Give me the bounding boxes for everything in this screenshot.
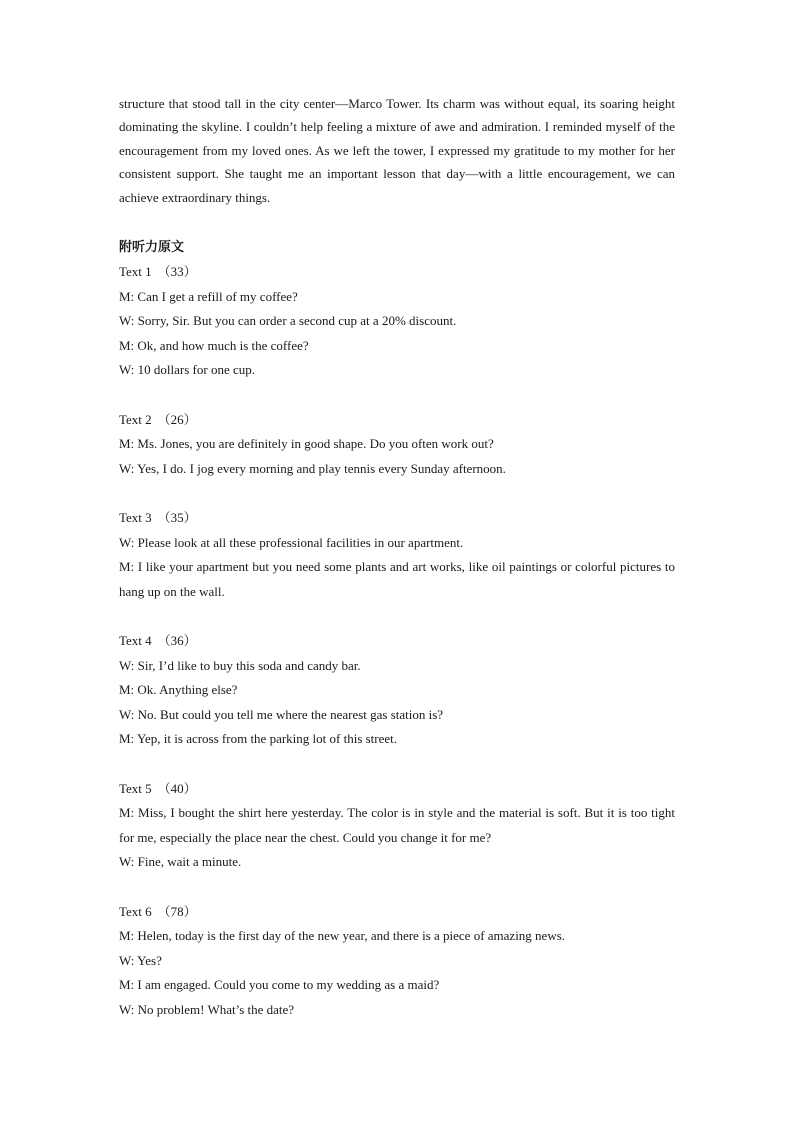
- dialogue-line: W: Sorry, Sir. But you can order a second cup at a 20% discount.: [119, 313, 457, 329]
- text-block-3: [119, 506, 675, 604]
- dialogue-line: M: Can I get a refill of my coffee?: [119, 288, 298, 304]
- text-score: （36）: [157, 633, 197, 649]
- text-block-4: [119, 629, 675, 752]
- dialogue-line: M: Ms. Jones, you are definitely in good shape. Do you often work out?: [119, 436, 494, 452]
- text-score: （33）: [157, 264, 197, 280]
- dialogue-line: W: No. But could you tell me where the nearest gas station is?: [119, 706, 444, 722]
- dialogue-line: W: Sir, I’d like to buy this soda and candy bar.: [119, 657, 361, 673]
- dialogue-line: W: 10 dollars for one cup.: [119, 362, 255, 378]
- text-title: [119, 629, 675, 654]
- dialogue-line: M: Miss, I bought the shirt here yesterday. The color is in style and the material is soft. But it is too tight for me, especially the place near the chest. Could you change it for me?: [119, 805, 675, 845]
- text-label: Text 2: [119, 411, 152, 427]
- dialogue-line: W: Yes, I do. I jog every morning and play tennis every Sunday afternoon.: [119, 460, 506, 476]
- text-block-1: [119, 260, 675, 383]
- text-score: （40）: [157, 780, 197, 796]
- dialogue-line: M: Yep, it is across from the parking lot of this street.: [119, 731, 398, 747]
- text-score: （26）: [157, 411, 197, 427]
- text-label: Text 5: [119, 780, 152, 796]
- text-title: [119, 900, 675, 925]
- dialogue-line: W: Fine, wait a minute.: [119, 854, 242, 870]
- transcript-heading: 附听力原文: [119, 240, 185, 256]
- text-label: Text 6: [119, 903, 152, 919]
- dialogue-line: M: Ok. Anything else?: [119, 682, 238, 698]
- text-label: Text 4: [119, 633, 152, 649]
- dialogue-line: W: Please look at all these professional facilities in our apartment.: [119, 534, 464, 550]
- text-title: [119, 506, 675, 531]
- dialogue-line: M: I like your apartment but you need some plants and art works, like oil paintings or colorful pictures to hang up on the wall.: [119, 559, 675, 599]
- text-label: Text 3: [119, 510, 152, 526]
- dialogue-line: M: Helen, today is the first day of the new year, and there is a piece of amazing news.: [119, 928, 566, 944]
- text-score: （78）: [157, 903, 197, 919]
- text-title: [119, 260, 675, 285]
- text-block-2: [119, 408, 675, 482]
- dialogue-line: M: Ok, and how much is the coffee?: [119, 337, 309, 353]
- dialogue-line: W: No problem! What’s the date?: [119, 1001, 295, 1017]
- text-block-5: [119, 777, 675, 875]
- text-label: Text 1: [119, 264, 152, 280]
- dialogue-line: W: Yes?: [119, 952, 162, 968]
- document-page: [119, 92, 675, 1047]
- dialogue-line: M: I am engaged. Could you come to my wedding as a maid?: [119, 977, 440, 993]
- text-block-6: [119, 900, 675, 1023]
- text-score: （35）: [157, 510, 197, 526]
- text-title: [119, 777, 675, 802]
- text-title: [119, 408, 675, 433]
- story-paragraph: structure that stood tall in the city center—Marco Tower. Its charm was without equal, its soaring height dominating the skyline. I couldn’t help feeling a mixture of awe and admiration. I reminded myself of the encouragement from my loved ones. As we left the tower, I expressed my gratitude to my mother for her consistent support. She taught me an important lesson that day—with a little encouragement, we can achieve extraordinary things.: [119, 96, 675, 205]
